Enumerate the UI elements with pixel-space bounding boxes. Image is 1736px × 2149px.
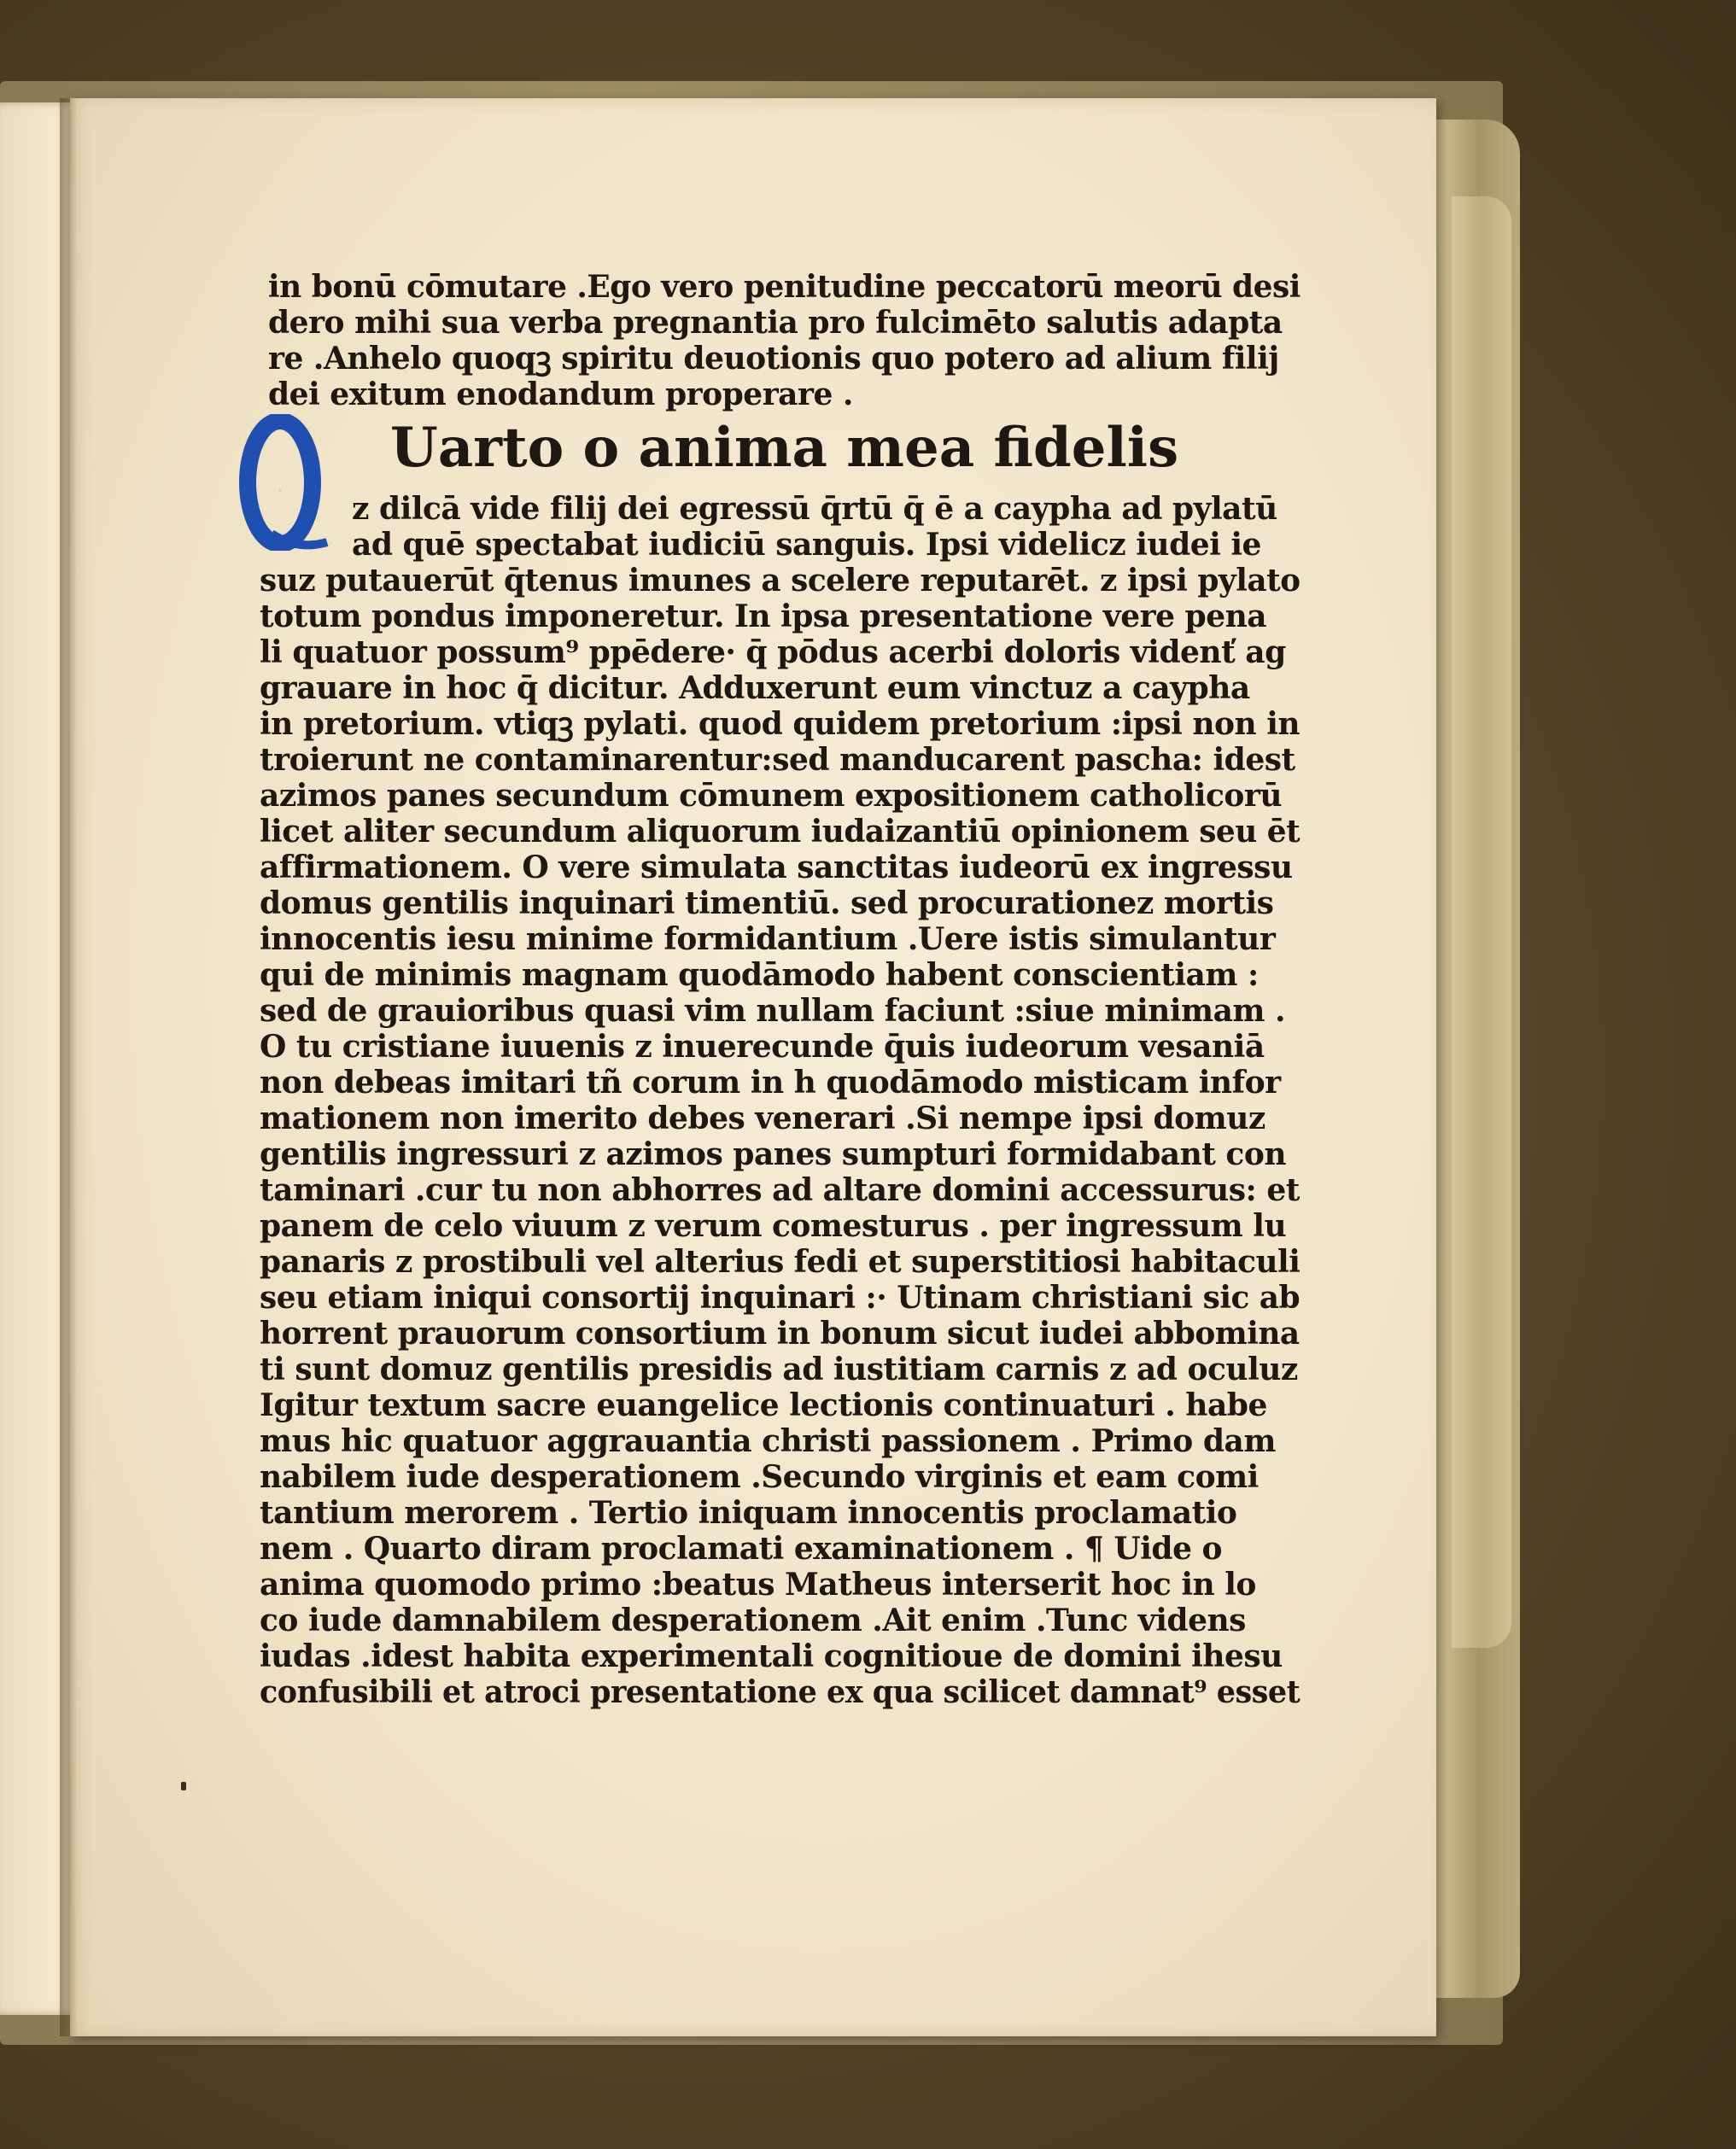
text-line: innocentis iesu minime formidantium .Uere istis simulantur (260, 921, 1276, 957)
text-line: non debeas imitari tñ corum in h quodāmodo misticam infor (260, 1065, 1281, 1101)
text-line: li quatuor possum⁹ ppēdere· q̄ pōdus acerbi doloris videnť ag (260, 634, 1286, 670)
text-block (70, 98, 1436, 2036)
text-line: mationem non imerito debes venerari .Si nempe ipsi domuz (260, 1101, 1265, 1136)
incunable-page (70, 98, 1436, 2036)
ink-speck (181, 1782, 186, 1790)
text-line: dero mihi sua verba pregnantia pro fulcimēto salutis adapta (268, 305, 1283, 341)
page-fore-edge-inner (1452, 196, 1511, 1648)
text-line: confusibili et atroci presentatione ex qua scilicet damnat⁹ esset (260, 1674, 1301, 1710)
text-line: nabilem iude desperationem .Secundo virginis et eam comi (260, 1459, 1259, 1495)
initial-letter-text: Q (279, 490, 281, 492)
text-line: sed de grauioribus quasi vim nullam faciunt :siue minimam . (260, 993, 1286, 1029)
text-line: dei exitum enodandum properare . (268, 377, 853, 412)
text-line: anima quomodo primo :beatus Matheus interserit hoc in lo (260, 1567, 1256, 1603)
text-line: O tu cristiane iuuenis z inuerecunde q̄uis iudeorum vesaniā (260, 1029, 1265, 1065)
page-gutter-shadow (60, 98, 77, 2036)
text-line: qui de minimis magnam quodāmodo habent conscientiam : (260, 957, 1259, 993)
text-line: re .Anhelo quoqꝫ spiritu deuotionis quo potero ad alium filij (268, 341, 1279, 377)
text-line: mus hic quatuor aggrauantia christi passionem . Primo dam (260, 1423, 1276, 1459)
text-line: suz putauerūt q̄tenus imunes a scelere reputarēt. z ipsi pylato (260, 563, 1301, 599)
text-line: in pretorium. vtiqꝫ pylati. quod quidem pretorium :ipsi non in (260, 706, 1301, 742)
text-line: Igitur textum sacre euangelice lectionis continuaturi . habe (260, 1387, 1267, 1423)
text-line: horrent prauorum consortium in bonum sicut iudei abbomina (260, 1316, 1300, 1352)
text-line: panem de celo viuum z verum comesturus . per ingressum lu (260, 1208, 1287, 1244)
text-line: in bonū cōmutare .Ego vero penitudine peccatorū meorū desi (268, 269, 1301, 305)
text-line: ti sunt domuz gentilis presidis ad iustitiam carnis z ad oculuz (260, 1352, 1298, 1387)
text-line: nem . Quarto diram proclamati examinationem . ¶ Uide o (260, 1531, 1223, 1567)
text-line: panaris z prostibuli vel alterius fedi et superstitiosi habitaculi (260, 1244, 1301, 1280)
text-line: totum pondus imponeretur. In ipsa presentatione vere pena (260, 599, 1267, 634)
text-line: taminari .cur tu non abhorres ad altare domini accessurus: et (260, 1172, 1300, 1208)
text-line: domus gentilis inquinari timentiū. sed procurationez mortis (260, 885, 1274, 921)
text-line: affirmationem. O vere simulata sanctitas iudeorū ex ingressu (260, 850, 1293, 885)
blue-initial-q (237, 414, 331, 551)
text-line: tantium merorem . Tertio iniquam innocentis proclamatio (260, 1495, 1237, 1531)
text-line: grauare in hoc q̄ dicitur. Adduxerunt eum vinctuz a caypha (260, 670, 1250, 706)
text-line: licet aliter secundum aliquorum iudaizantiū opinionem seu ēt (260, 814, 1301, 850)
text-line: azimos panes secundum cōmunem expositionem catholicorū (260, 778, 1283, 814)
text-line: ad quē spectabat iudiciū sanguis. Ipsi videlicz iudei ie (352, 527, 1261, 563)
section-heading: Uarto o anima mea fidelis (390, 416, 1179, 480)
text-line: seu etiam iniqui consortij inquinari :· Utinam christiani sic ab (260, 1280, 1301, 1316)
text-line: z dilcā vide filij dei egressū q̄rtū q̄ ē a caypha ad pylatū (352, 491, 1277, 527)
text-line: troierunt ne contaminarentur:sed manducarent pascha: idest (260, 742, 1295, 778)
text-line: iudas .idest habita experimentali cognitioue de domini ihesu (260, 1638, 1283, 1674)
text-line: co iude damnabilem desperationem .Ait enim .Tunc videns (260, 1603, 1246, 1638)
text-line: gentilis ingressuri z azimos panes sumpturi formidabant con (260, 1136, 1287, 1172)
